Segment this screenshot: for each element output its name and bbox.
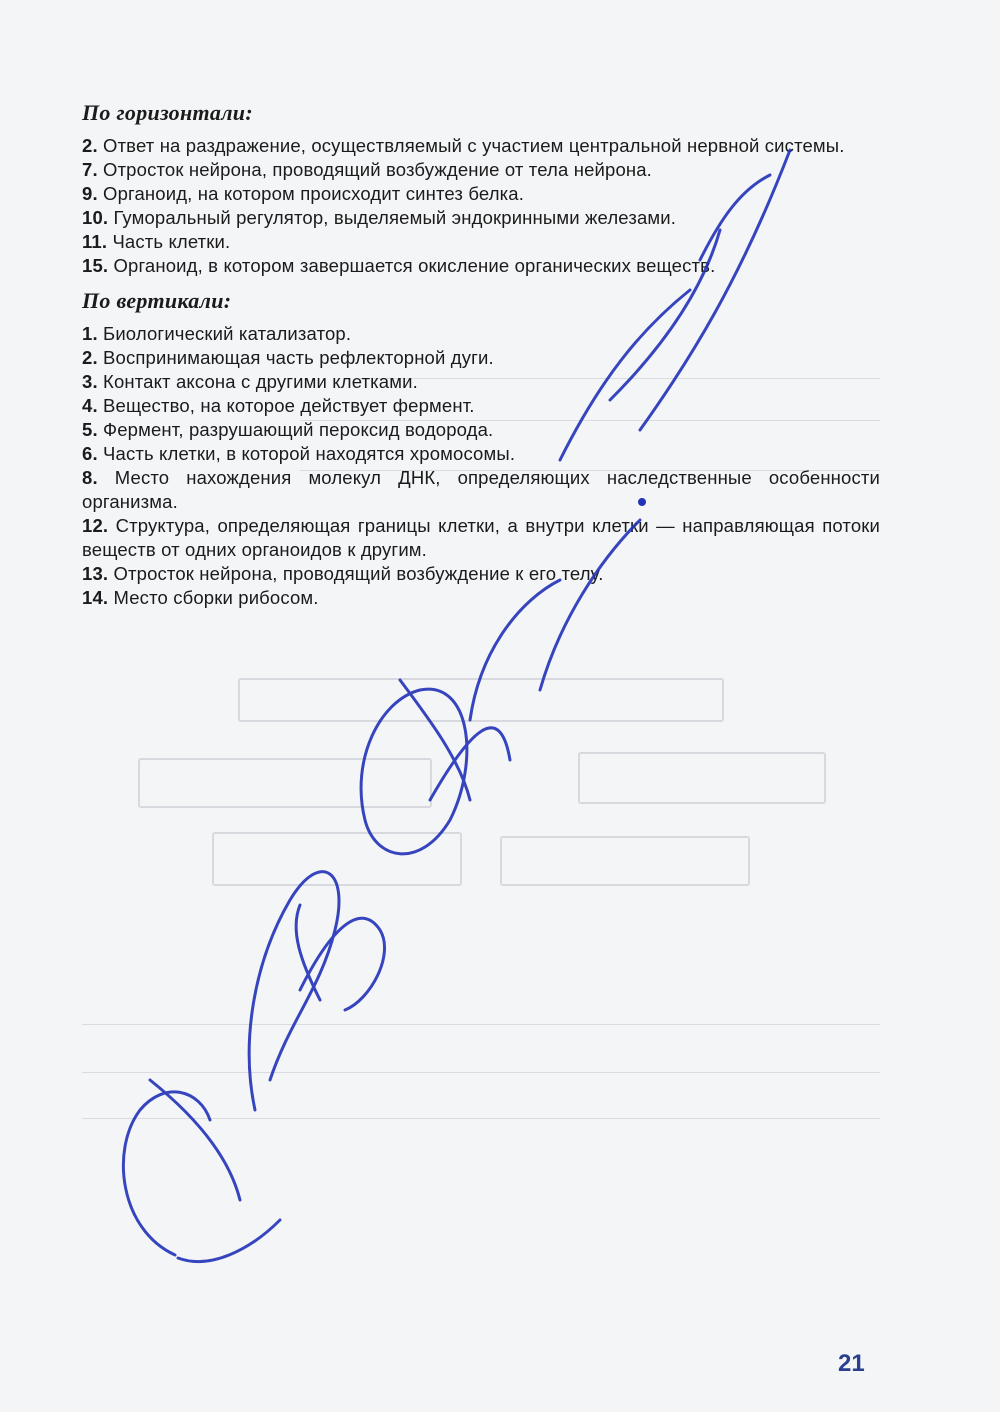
clue-item: 3. Контакт аксона с другими клетками. [82,371,418,392]
bleed-box [138,758,432,808]
horizontal-clue-list [82,134,880,278]
clue-item: 5. Фермент, разрушающий пероксид водорода. [82,419,494,440]
clue-item: 13. Отросток нейрона, проводящий возбуждение к его телу. [82,563,604,584]
clue-item: 7. Отросток нейрона, проводящий возбуждение от тела нейрона. [82,159,652,180]
bleed-line [82,1072,880,1073]
clue-item: 4. Вещество, на которое действует фермент. [82,395,475,416]
clue-item: 2. Ответ на раздражение, осуществляемый с участием центральной нервной системы. [82,135,845,156]
clue-item: 11. Часть клетки. [82,231,231,252]
bleed-box [238,678,724,722]
bleed-line [82,1118,880,1119]
clue-item: 10. Гуморальный регулятор, выделяемый эндокринными железами. [82,207,677,228]
clue-item: 8. Место нахождения молекул ДНК, определяющих наследственные особенности организма. [82,467,880,512]
clue-item: 14. Место сборки рибосом. [82,587,319,608]
crossword-clues [82,100,880,610]
bleed-box [500,836,750,886]
heading-vertical: По вертикали: [82,288,232,313]
clue-item: 2. Воспринимающая часть рефлекторной дуги. [82,347,494,368]
bleed-line [82,1024,880,1025]
heading-horizontal: По горизонтали: [82,100,253,125]
bleed-box [212,832,462,886]
page-number: 21 [838,1350,865,1377]
clue-item: 15. Органоид, в котором завершается окисление органических веществ. [82,255,716,276]
bleed-box [578,752,826,804]
clue-item: 6. Часть клетки, в которой находятся хромосомы. [82,443,516,464]
clue-item: 12. Структура, определяющая границы клетки, а внутри клетки — направляющая потоки веществ от одних органоидов к другим. [82,515,880,560]
vertical-clue-list [82,322,880,610]
clue-item: 1. Биологический катализатор. [82,323,352,344]
clue-item: 9. Органоид, на котором происходит синтез белка. [82,183,525,204]
